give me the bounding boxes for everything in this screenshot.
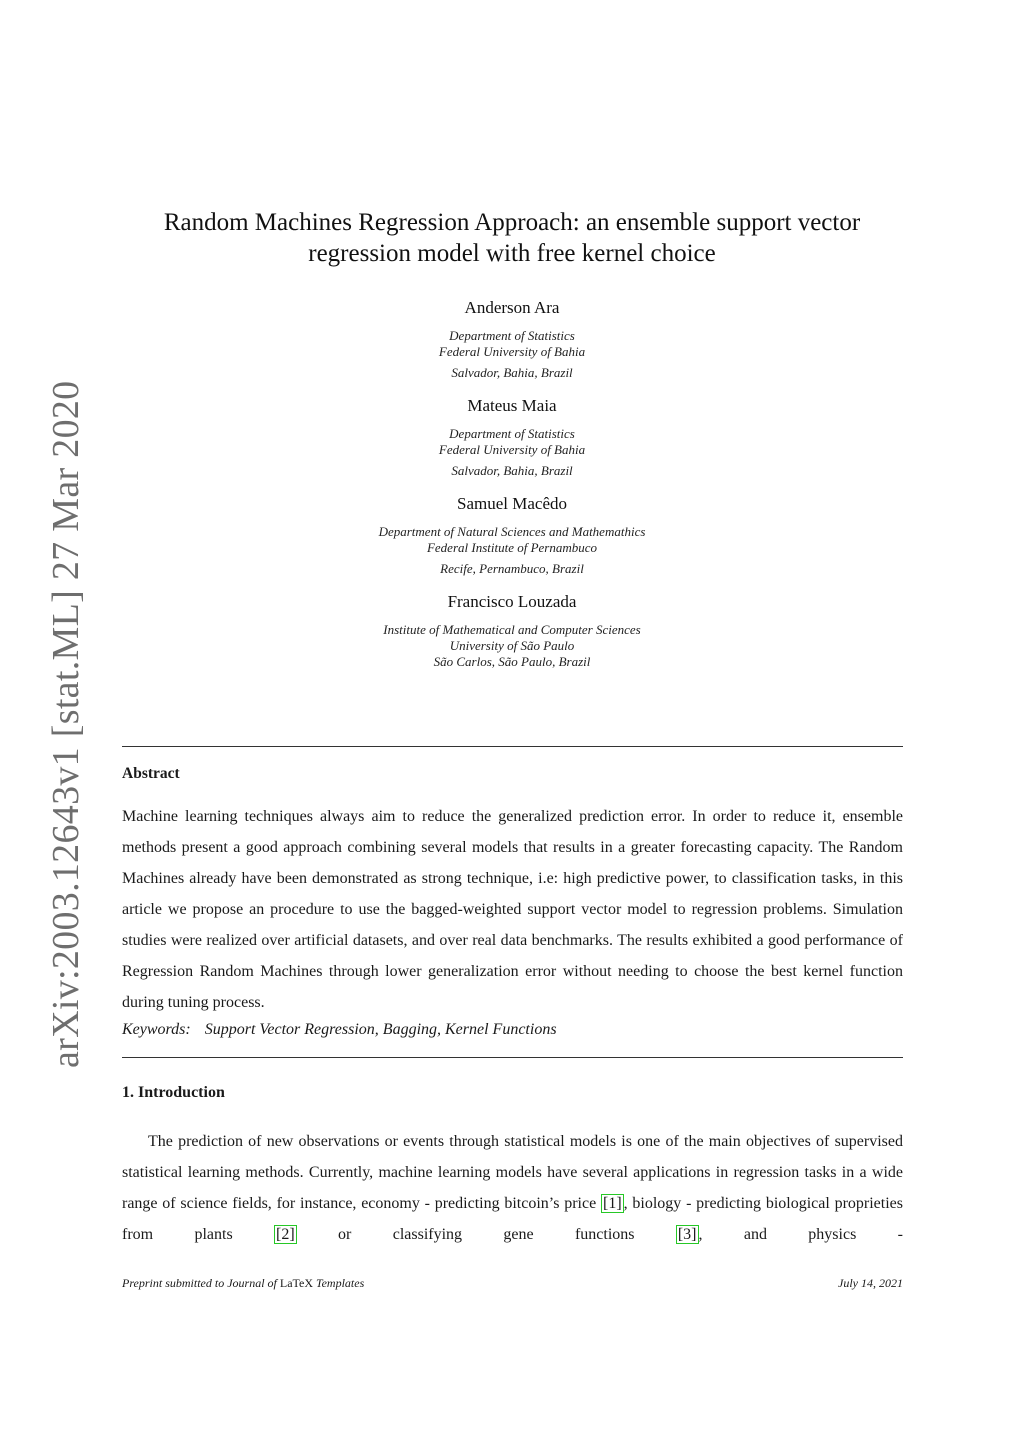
affiliation-line: Salvador, Bahia, Brazil (451, 365, 573, 380)
paper-title (122, 207, 902, 269)
affiliation-line: Institute of Mathematical and Computer Sciences (383, 622, 641, 637)
citation-link-2[interactable]: [2] (276, 1226, 295, 1243)
author-name: Samuel Macêdo (457, 494, 567, 513)
citation-link-1[interactable]: [1] (602, 1195, 622, 1212)
intro-text-part: , and physics - (698, 1226, 903, 1243)
footer-date: July 14, 2021 (838, 1276, 903, 1290)
footer-suffix: Templates (313, 1276, 365, 1290)
arxiv-identifier-stamp: arXiv:2003.12643v1 [stat.ML] 27 Mar 2020 (45, 380, 87, 1068)
abstract-bottom-rule (122, 1057, 903, 1058)
author-block-macedo (122, 493, 902, 577)
affiliation-line: Salvador, Bahia, Brazil (451, 463, 573, 478)
author-block-ara (122, 297, 902, 381)
affiliation-line: Federal University of Bahia (438, 344, 586, 359)
abstract-heading: Abstract (122, 765, 180, 782)
keywords-label: Keywords: (122, 1021, 191, 1038)
affiliation-line: São Carlos, São Paulo, Brazil (433, 654, 591, 669)
keywords-text: Support Vector Regression, Bagging, Kernel Functions (204, 1021, 557, 1038)
citation-link-3[interactable]: [3] (677, 1226, 697, 1243)
abstract-top-rule (122, 746, 903, 747)
introduction-paragraph (122, 1126, 903, 1250)
latex-logo: LaTeX (279, 1276, 314, 1290)
author-name: Mateus Maia (467, 396, 557, 415)
affiliation-line: University of São Paulo (449, 638, 575, 653)
footer-prefix: Preprint submitted to Journal of (122, 1276, 280, 1290)
author-block-louzada (122, 591, 902, 670)
section-heading-introduction: 1. Introduction (122, 1084, 225, 1101)
affiliation-line: Department of Natural Sciences and Mathemathics (378, 524, 646, 539)
author-block-maia (122, 395, 902, 479)
author-name: Anderson Ara (464, 298, 560, 317)
affiliation-line: Federal Institute of Pernambuco (426, 540, 598, 555)
affiliation-line: Federal University of Bahia (438, 442, 586, 457)
intro-text-part: , biology - predicting biological proprieties from plants (122, 1195, 903, 1243)
affiliation-line: Recife, Pernambuco, Brazil (440, 561, 584, 576)
affiliation-line: Department of Statistics (449, 328, 575, 343)
title-line-1: Random Machines Regression Approach: an ensemble support vector (163, 209, 861, 236)
intro-text-part: The prediction of new observations or events through statistical models is one of the main objectives of supervised statistical learning methods. Currently, machine learning models have several applications in regression tasks in a wide range of science fields, for instance, economy - predicting bitcoin’s price (122, 1133, 903, 1212)
footer-preprint-note (122, 1276, 364, 1291)
intro-text-part: or classifying gene functions (296, 1226, 676, 1243)
title-line-2: regression model with free kernel choice (308, 240, 716, 267)
abstract-text: Machine learning techniques always aim to reduce the generalized prediction error. In order to reduce it, ensemble methods present a good approach combining several models that results in a greater forecasting capacity. The Random Machines already have been demonstrated as strong technique, i.e: high predictive power, to classification tasks, in this article we propose an procedure to use the bagged-weighted support vector model to regression problems. Simulation studies were realized over artificial datasets, and over real data benchmarks. The results exhibited a good performance of Regression Random Machines through lower generalization error without needing to choose the best kernel function during tuning process. (122, 808, 903, 1011)
keywords-line (122, 1021, 557, 1039)
affiliation-line: Department of Statistics (449, 426, 575, 441)
author-name: Francisco Louzada (447, 592, 577, 611)
